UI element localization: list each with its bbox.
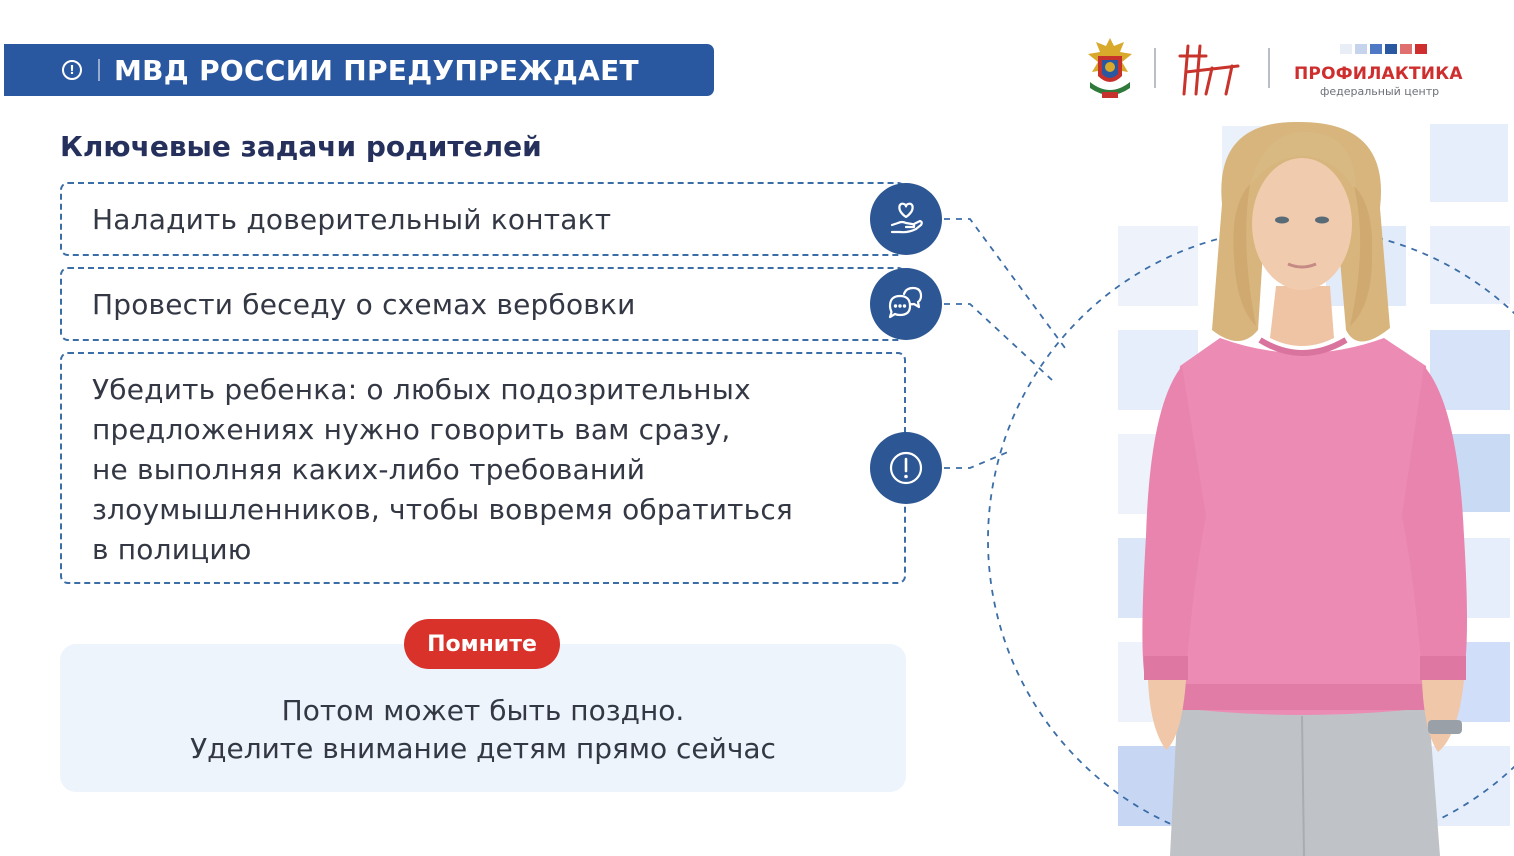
chat-bubbles-icon [886,284,926,324]
task-text: Провести беседу о схемах вербовки [92,288,636,321]
remember-badge: Помните [404,619,560,669]
task-text-line: Убедить ребенка: о любых подозрительных [92,373,751,406]
brand-name: ПРОФИЛАКТИКА [1294,64,1463,84]
page-title: МВД РОССИИ ПРЕДУПРЕЖДАЕТ [114,53,639,87]
section-title: Ключевые задачи родителей [60,130,542,163]
info-alert-icon: ! [62,60,82,80]
heart-hand-icon [886,199,926,239]
task-icon-circle [870,183,942,255]
task-text-line: предложениях нужно говорить вам сразу, [92,413,731,446]
task-text-line: злоумышленников, чтобы вовремя обратиться [92,493,793,526]
task-text-line: не выполняя каких-либо требований [92,453,646,486]
remember-line: Уделите внимание детям прямо сейчас [190,732,776,765]
task-icon-circle [870,432,942,504]
task-text-line: в полицию [92,533,252,566]
brand-subtitle: федеральный центр [1320,85,1440,98]
woman-photo [1110,116,1514,856]
task-text: Наладить доверительный контакт [92,203,612,236]
remember-line: Потом может быть поздно. [281,694,685,727]
exclamation-circle-icon [886,448,926,488]
task-icon-circle [870,268,942,340]
